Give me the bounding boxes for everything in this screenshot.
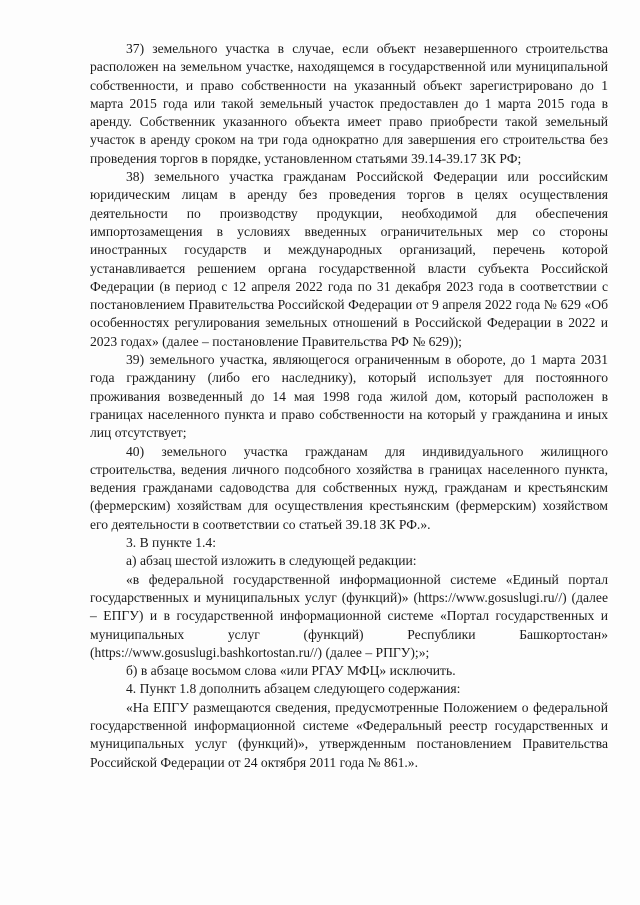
document-body (90, 40, 608, 772)
paragraph-item-38: 38) земельного участка гражданам Российской Федерации или российским юридическим лицам в аренду без проведения торгов в целях осуществления деятельности по производству продукции, необходимой для обеспечения импортозамещения в условиях введенных ограничительных мер со стороны иностранных государств и международных организаций, перечень которой устанавливается решением органа государственной власти субъекта Российской Федерации (в период с 12 апреля 2022 года по 31 декабря 2023 года в соответствии с постановлением Правительства Российской Федерации от 9 апреля 2022 года № 629 «Об особенностях регулирования земельных отношений в Российской Федерации в 2022 и 2023 годах» (далее – постановление Правительства РФ № 629)); (90, 169, 608, 349)
paragraph-item-39: 39) земельного участка, являющегося ограниченным в обороте, до 1 марта 2031 года гражданину (либо его наследнику), который использует для постоянного проживания возведенный до 14 мая 1998 года жилой дом, который расположен в границах населенного пункта и право собственности на который у гражданина и иных лиц отсутствует; (90, 352, 608, 441)
paragraph-point-3: 3. В пункте 1.4: (126, 535, 216, 551)
paragraph-quote-epgu-info: «На ЕПГУ размещаются сведения, предусмотренные Положением о федеральной государственной информационной системе «Федеральный реестр государственных и муниципальных услуг (функций)», утвержденным постановлением Правительства Российской Федерации от 24 октября 2011 года № 861.». (90, 699, 608, 770)
paragraph-point-4: 4. Пункт 1.8 дополнить абзацем следующего содержания: (126, 681, 461, 697)
paragraph-item-40: 40) земельного участка гражданам для индивидуального жилищного строительства, ведения личного подсобного хозяйства в границах населенного пункта, ведения гражданами садоводства для собственных нужд, гражданам и крестьянским (фермерским) хозяйствам для осуществления крестьянским (фермерским) хозяйством его деятельности в соответствии со статьей 39.18 ЗК РФ.». (90, 443, 608, 532)
paragraph-subpoint-b: б) в абзаце восьмом слова «или РГАУ МФЦ» исключить. (126, 663, 456, 679)
paragraph-quote-epgu: «в федеральной государственной информационной системе «Единый портал государственных и муниципальных услуг (функций)» (https://www.gosuslugi.ru//) (далее – ЕПГУ) и в государственной информационной системе «Портал государственных и муниципальных услуг (функций) Республики Башкортостан» (https://www.gosuslugi.bashkortostan.ru//) (далее – РПГУ);»; (90, 571, 608, 660)
paragraph-item-37: 37) земельного участка в случае, если объект незавершенного строительства расположен на земельном участке, находящемся в государственной или муниципальной собственности, и право собственности на указанный объект зарегистрировано до 1 марта 2015 года или такой земельный участок предоставлен до 1 марта 2015 года в аренду. Собственник указанного объекта имеет право приобрести такой земельный участок в аренду сроком на три года однократно для завершения его строительства без проведения торгов в порядке, установленном статьями 39.14-39.17 ЗК РФ; (90, 41, 608, 166)
paragraph-subpoint-a: а) абзац шестой изложить в следующей редакции: (126, 553, 417, 569)
